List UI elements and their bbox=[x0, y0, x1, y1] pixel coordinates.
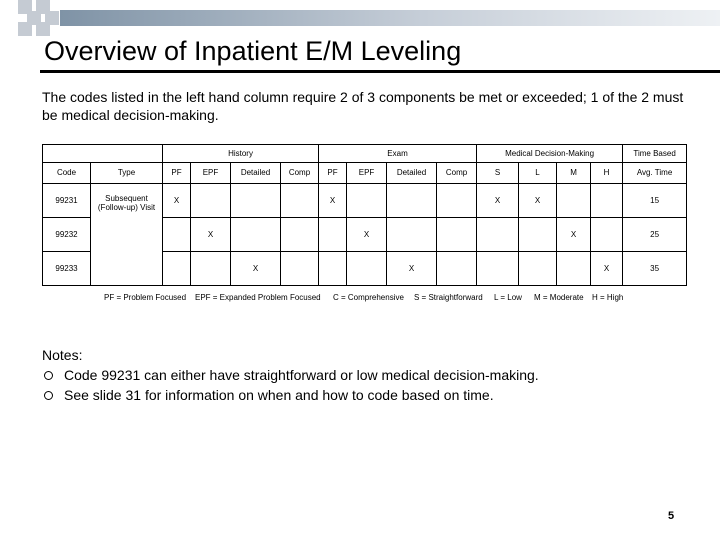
header-cell: Comp bbox=[437, 163, 477, 183]
mark-cell bbox=[477, 251, 519, 285]
mark-cell: X bbox=[519, 183, 557, 217]
header-cell: H bbox=[591, 163, 623, 183]
legend-item: PF = Problem Focused bbox=[104, 293, 187, 302]
header-cell: Avg. Time bbox=[623, 163, 687, 183]
mark-cell bbox=[437, 251, 477, 285]
mark-cell bbox=[557, 183, 591, 217]
legend-item: M = Moderate bbox=[534, 293, 584, 302]
mark-cell bbox=[437, 183, 477, 217]
mark-cell bbox=[347, 183, 387, 217]
mark-cell: X bbox=[163, 183, 191, 217]
mark-cell bbox=[519, 217, 557, 251]
mark-cell: X bbox=[319, 183, 347, 217]
notes-section bbox=[42, 345, 539, 405]
mark-cell bbox=[163, 251, 191, 285]
time-cell: 25 bbox=[623, 217, 687, 251]
header-cell: EPF bbox=[191, 163, 231, 183]
mark-cell bbox=[319, 251, 347, 285]
mark-cell bbox=[281, 217, 319, 251]
group-time: Time Based bbox=[623, 145, 687, 163]
header-cell: M bbox=[557, 163, 591, 183]
header-stripe bbox=[60, 10, 720, 26]
mark-cell: X bbox=[557, 217, 591, 251]
mark-cell bbox=[557, 251, 591, 285]
header-decoration bbox=[0, 0, 720, 40]
decor-square bbox=[36, 22, 50, 36]
mark-cell bbox=[591, 183, 623, 217]
mark-cell bbox=[281, 183, 319, 217]
mark-cell bbox=[231, 217, 281, 251]
table-row bbox=[43, 183, 687, 217]
mark-cell: X bbox=[387, 251, 437, 285]
group-header-row bbox=[43, 145, 687, 163]
list-item bbox=[42, 365, 539, 385]
intro-text: The codes listed in the left hand column require 2 of 3 components be met or exceeded; 1 of the 2 must be medical decision-making. bbox=[42, 89, 684, 123]
mark-cell bbox=[347, 251, 387, 285]
legend-item: C = Comprehensive bbox=[333, 293, 404, 302]
mark-cell bbox=[281, 251, 319, 285]
mark-cell bbox=[477, 217, 519, 251]
mark-cell: X bbox=[231, 251, 281, 285]
header-cell: S bbox=[477, 163, 519, 183]
type-cell: Subsequent (Follow-up) Visit bbox=[91, 183, 163, 285]
time-cell: 35 bbox=[623, 251, 687, 285]
mark-cell bbox=[387, 183, 437, 217]
decor-square bbox=[18, 22, 32, 36]
column-header-row bbox=[43, 163, 687, 183]
group-history: History bbox=[163, 145, 319, 163]
mark-cell: X bbox=[347, 217, 387, 251]
page-title: Overview of Inpatient E/M Leveling bbox=[44, 36, 462, 66]
mark-cell bbox=[519, 251, 557, 285]
header-cell: EPF bbox=[347, 163, 387, 183]
note-text: See slide 31 for information on when and how to code based on time. bbox=[64, 387, 494, 403]
legend-item: H = High bbox=[592, 293, 624, 302]
code-cell: 99231 bbox=[43, 183, 91, 217]
empty-corner bbox=[43, 145, 163, 163]
time-cell: 15 bbox=[623, 183, 687, 217]
note-text: Code 99231 can either have straightforward or low medical decision-making. bbox=[64, 367, 539, 383]
em-leveling-table bbox=[42, 144, 687, 286]
group-exam: Exam bbox=[319, 145, 477, 163]
header-cell: Detailed bbox=[387, 163, 437, 183]
header-cell: Code bbox=[43, 163, 91, 183]
code-cell: 99232 bbox=[43, 217, 91, 251]
header-cell: PF bbox=[319, 163, 347, 183]
mark-cell bbox=[191, 251, 231, 285]
header-cell: PF bbox=[163, 163, 191, 183]
circle-bullet-icon bbox=[44, 391, 53, 400]
mark-cell bbox=[387, 217, 437, 251]
header-cell: Detailed bbox=[231, 163, 281, 183]
notes-heading: Notes: bbox=[42, 347, 83, 363]
title-divider bbox=[40, 70, 720, 73]
legend-item: S = Straightforward bbox=[414, 293, 483, 302]
mark-cell: X bbox=[591, 251, 623, 285]
mark-cell bbox=[191, 183, 231, 217]
legend-item: L = Low bbox=[494, 293, 522, 302]
mark-cell bbox=[591, 217, 623, 251]
mark-cell: X bbox=[191, 217, 231, 251]
group-mdm: Medical Decision-Making bbox=[477, 145, 623, 163]
mark-cell: X bbox=[477, 183, 519, 217]
mark-cell bbox=[163, 217, 191, 251]
code-cell: 99233 bbox=[43, 251, 91, 285]
mark-cell bbox=[319, 217, 347, 251]
header-cell: L bbox=[519, 163, 557, 183]
list-item bbox=[42, 385, 539, 405]
circle-bullet-icon bbox=[44, 371, 53, 380]
mark-cell bbox=[437, 217, 477, 251]
header-cell: Comp bbox=[281, 163, 319, 183]
legend-item: EPF = Expanded Problem Focused bbox=[195, 293, 321, 302]
page-number: 5 bbox=[668, 510, 675, 522]
header-cell: Type bbox=[91, 163, 163, 183]
mark-cell bbox=[231, 183, 281, 217]
